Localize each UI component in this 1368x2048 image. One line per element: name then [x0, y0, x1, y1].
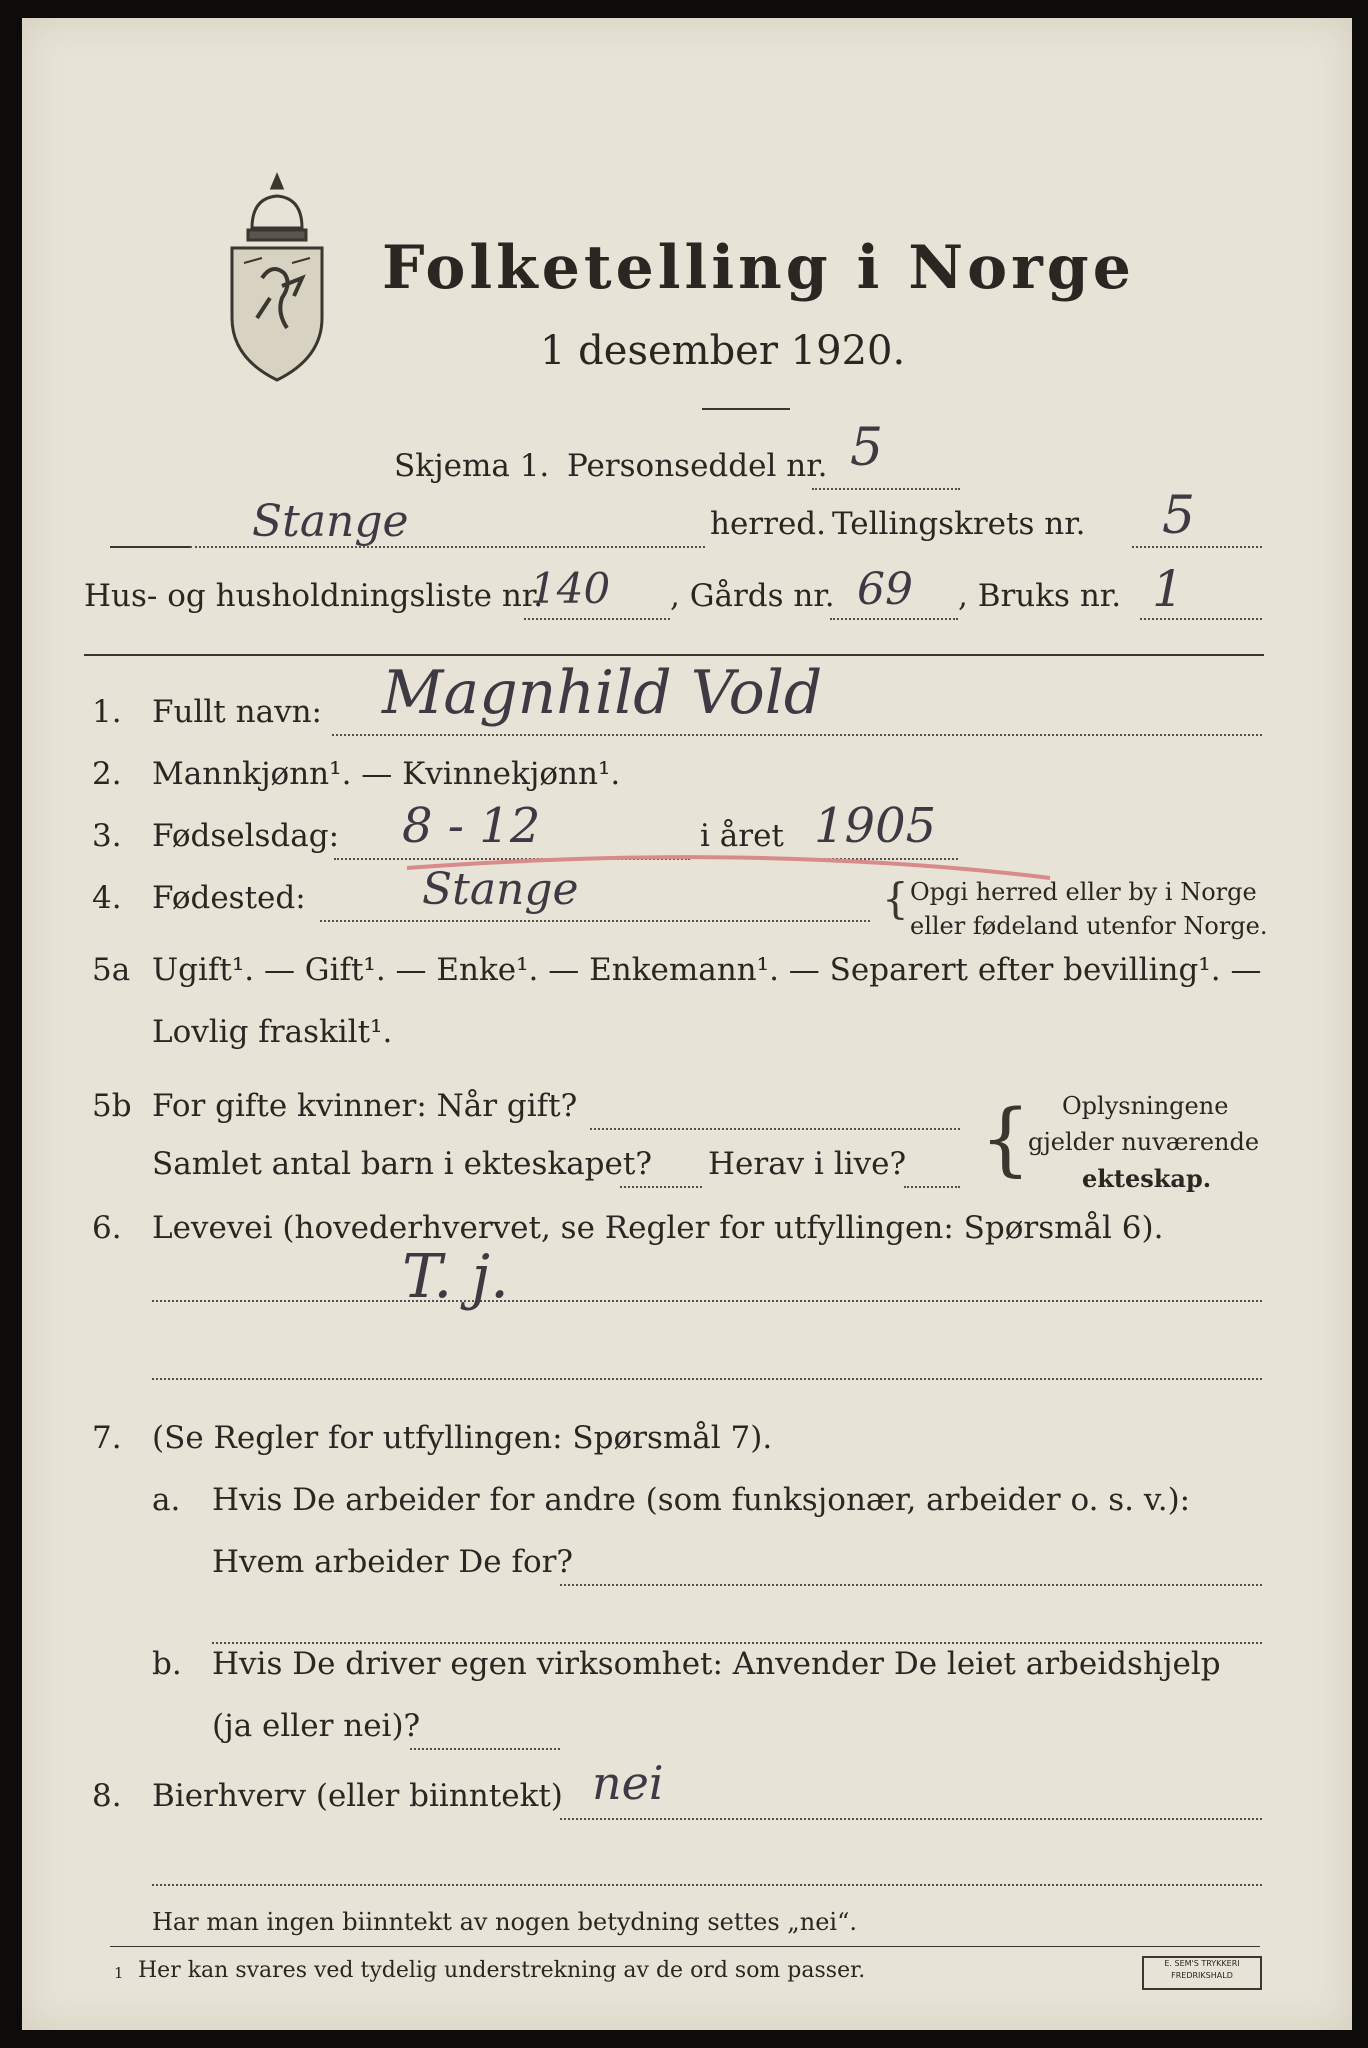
occupation-field-line-2	[152, 1378, 1262, 1380]
side-income-field-line-2	[152, 1884, 1262, 1886]
tellingskrets-field-line	[1132, 546, 1262, 548]
herred-field-rule	[110, 546, 190, 548]
q7-number: 7.	[92, 1420, 122, 1456]
husholdningsliste-value[interactable]: 140	[530, 564, 611, 613]
q5b-label: For gifte kvinner: Når gift?	[152, 1088, 578, 1124]
tellingskrets-label: Tellingskrets nr.	[832, 506, 1086, 542]
q5a-label: Ugift¹. — Gift¹. — Enke¹. — Enkemann¹. — Separert efter bevilling¹. —	[152, 952, 1262, 988]
personseddel-label: Personseddel nr.	[567, 448, 828, 484]
no-income-note: Har man ingen biinntekt av nogen betydning settes „nei“.	[152, 1908, 857, 1936]
header-divider	[84, 654, 1264, 656]
q6-number: 6.	[92, 1210, 122, 1246]
gards-label: , Gårds nr.	[670, 578, 835, 614]
bruks-value[interactable]: 1	[1152, 560, 1184, 618]
printer-stamp: E. SEM'S TRYKKERI FREDRIKSHALD	[1142, 1956, 1262, 1990]
bruks-field-line	[1140, 618, 1262, 620]
employer-field-line	[560, 1584, 1262, 1586]
q3-number: 3.	[92, 818, 122, 854]
husholdningsliste-label: Hus- og husholdningsliste nr.	[84, 578, 544, 614]
q4-label: Fødested:	[152, 880, 306, 916]
marriage-note-line2: gjelder nuværende	[1028, 1128, 1260, 1156]
q2-number: 2.	[92, 756, 122, 792]
full-name-value[interactable]: Magnhild Vold	[382, 658, 823, 728]
q6-label: Levevei (hovederhvervet, se Regler for utfyllingen: Spørsmål 6).	[152, 1210, 1164, 1246]
personseddel-field-line	[812, 488, 960, 490]
q7b-hired-help-label: (ja eller nei)?	[212, 1708, 421, 1744]
form-date: 1 desember 1920.	[540, 328, 906, 374]
marriage-note-line1: Oplysningene	[1062, 1092, 1229, 1120]
q1-field-line	[332, 734, 1262, 736]
footnote-divider	[110, 1946, 1260, 1947]
bruks-label: , Bruks nr.	[958, 578, 1122, 614]
occupation-field-line	[152, 1300, 1262, 1302]
herred-label: herred.	[710, 506, 826, 542]
tellingskrets-value[interactable]: 5	[1162, 486, 1196, 546]
side-income-value[interactable]: nei	[592, 1756, 664, 1810]
husholdningsliste-field-line	[524, 618, 670, 620]
skjema-label: Skjema 1.	[394, 448, 550, 484]
side-income-field-line	[560, 1818, 1262, 1820]
q7-label: (Se Regler for utfyllingen: Spørsmål 7).	[152, 1420, 773, 1456]
q7b-label: Hvis De driver egen virksomhet: Anvender De leiet arbeidshjelp	[212, 1646, 1221, 1682]
q7a-label: Hvis De arbeider for andre (som funksjonær, arbeider o. s. v.):	[212, 1482, 1191, 1518]
q5a-number: 5a	[92, 952, 131, 988]
q5a-label-cont: Lovlig fraskilt¹.	[152, 1014, 393, 1050]
q8-label: Bierhverv (eller biinntekt)	[152, 1778, 563, 1814]
q8-number: 8.	[92, 1778, 122, 1814]
birthplace-value[interactable]: Stange	[422, 864, 579, 915]
q1-label: Fullt navn:	[152, 694, 322, 730]
q3-year-label: i året	[700, 818, 784, 854]
q7a-number: a.	[152, 1482, 181, 1518]
q7a-employer-label: Hvem arbeider De for?	[212, 1544, 574, 1580]
birthplace-note-line1: Opgi herred eller by i Norge	[910, 878, 1257, 906]
personseddel-value[interactable]: 5	[850, 418, 884, 478]
birthday-value[interactable]: 8 - 12	[402, 798, 541, 854]
occupation-value[interactable]: T. j.	[402, 1242, 510, 1312]
q5b-alive-label: Herav i live?	[708, 1146, 907, 1182]
herred-value[interactable]: Stange	[252, 496, 409, 547]
census-form-sheet	[22, 18, 1352, 2030]
birthplace-note-line2: eller fødeland utenfor Norge.	[910, 912, 1268, 940]
alive-field-line	[904, 1186, 960, 1188]
norwegian-coat-of-arms-icon	[222, 168, 332, 388]
footnote-mark: 1	[114, 1964, 124, 1982]
q7b-number: b.	[152, 1646, 182, 1682]
q1-number: 1.	[92, 694, 122, 730]
birthplace-note-brace: {	[882, 874, 909, 923]
title-divider	[702, 408, 790, 410]
q5b-children-label: Samlet antal barn i ekteskapet?	[152, 1146, 652, 1182]
footnote-text: Her kan svares ved tydelig understrekning av de ord som passer.	[138, 1958, 866, 1983]
gards-value[interactable]: 69	[857, 564, 913, 615]
q2-label: Mannkjønn¹. — Kvinnekjønn¹.	[152, 756, 621, 792]
birthplace-field-line	[320, 920, 870, 922]
marriage-note-line3: ekteskap.	[1082, 1164, 1212, 1193]
form-title: Folketelling i Norge	[382, 233, 1135, 303]
employer-field-line-2	[212, 1642, 1262, 1644]
q4-number: 4.	[92, 880, 122, 916]
birth-year-value[interactable]: 1905	[814, 798, 937, 854]
marriage-note-brace: {	[980, 1092, 1031, 1185]
children-field-line	[620, 1186, 702, 1188]
hired-help-field-line	[410, 1748, 560, 1750]
married-date-field-line	[590, 1128, 960, 1130]
q5b-number: 5b	[92, 1088, 132, 1124]
gards-field-line	[830, 618, 958, 620]
q3-label: Fødselsdag:	[152, 818, 340, 854]
